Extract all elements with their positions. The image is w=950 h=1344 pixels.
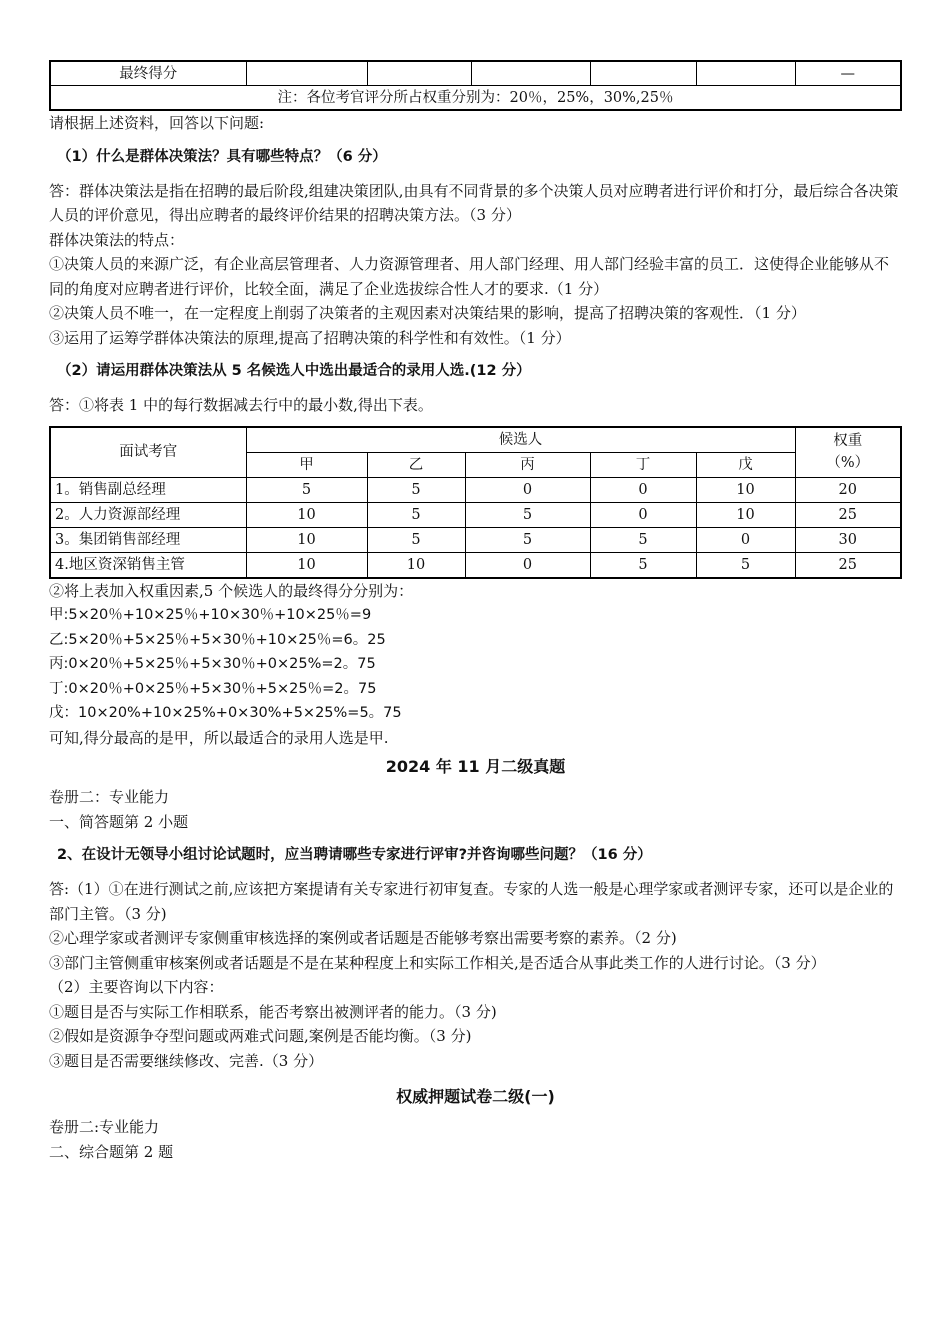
weight-header-label: 权重	[833, 433, 863, 449]
table-row	[50, 502, 901, 527]
table-cell	[590, 61, 696, 86]
feature-2: ②决策人员不唯一，在一定程度上削弱了决策者的主观因素对决策结果的影响，提高了招聘决策的客观性．（1 分）	[49, 304, 806, 322]
section-heading-mock: 权威押题试卷二级(一)	[396, 1087, 555, 1106]
final-score-row	[50, 61, 901, 86]
table-row	[50, 477, 901, 502]
question-1-answer: 答：群体决策法是指在招聘的最后阶段,组建决策团队,由具有不同背景的多个决策人员对应聘者进行评价和打分，最后综合各决策人员的评价意见，得出应聘者的最终评价结果的招聘决策方法。（3 分）	[49, 181, 899, 224]
header-row	[50, 427, 901, 453]
note-row	[50, 86, 901, 111]
candidate-name: 乙	[367, 452, 465, 477]
section-volume: 卷册二:专业能力	[49, 1118, 160, 1136]
score-cell: 10	[246, 552, 367, 578]
score-cell: 0	[590, 502, 696, 527]
candidate-name: 戊	[696, 452, 795, 477]
table-row	[50, 552, 901, 578]
score-cell: 10	[246, 502, 367, 527]
score-cell: 5	[246, 477, 367, 502]
answer-line: ①题目是否与实际工作相联系，能否考察出被测评者的能力。（3 分)	[49, 1002, 497, 1021]
answer-line: ②假如是资源争夺型问题或两难式问题,案例是否能均衡。（3 分)	[49, 1027, 472, 1045]
feature-3: ③运用了运筹学群体决策法的原理,提高了招聘决策的科学性和有效性。（1 分）	[49, 328, 571, 347]
intro-text: 请根据上述资料，回答以下问题:	[49, 114, 265, 132]
examiner-name: 4.地区资深销售主管	[50, 552, 246, 578]
table-row	[50, 527, 901, 552]
candidate-name: 丙	[465, 452, 590, 477]
weight-note: 注：各位考官评分所占权重分别为：20％，25%，30%,25％	[50, 86, 901, 111]
examiner-name: 2。人力资源部经理	[50, 502, 246, 527]
conclusion: 可知,得分最高的是甲，所以最适合的录用人选是甲.	[49, 728, 389, 747]
question-2-heading: 2、在设计无领导小组讨论试题时，应当聘请哪些专家进行评审?并咨询哪些问题？（16 分）	[57, 847, 652, 863]
score-summary-table	[49, 60, 902, 111]
table-cell	[696, 61, 795, 86]
score-cell: 5	[367, 527, 465, 552]
question-2-title: （2）请运用群体决策法从 5 名候选人中选出最适合的录用人选.(12 分）	[57, 363, 531, 379]
section-part: 一、简答题第 2 小题	[49, 812, 189, 831]
weighting-intro: ②将上表加入权重因素,5 个候选人的最终得分分别为：	[49, 581, 414, 600]
question-2-answer: 答：①将表 1 中的每行数据减去行中的最小数,得出下表。	[49, 396, 433, 414]
calc-line-5: 戊：10×20%+10×25%+0×30%+5×25%=5。75	[49, 705, 402, 721]
score-cell: 5	[465, 502, 590, 527]
calc-line-4: 丁:0×20％+0×25％+5×30％+5×25％=2。75	[49, 680, 377, 697]
examiner-header: 面试考官	[50, 427, 246, 478]
score-cell: 10	[696, 477, 795, 502]
score-cell: 5	[465, 527, 590, 552]
score-cell: 0	[465, 477, 590, 502]
score-cell: 10	[246, 527, 367, 552]
table-cell	[471, 61, 590, 86]
calc-line-1: 甲:5×20％+10×25％+10×30％+10×25％=9	[49, 607, 372, 623]
adjusted-score-table	[49, 426, 902, 579]
table-cell	[246, 61, 367, 86]
answer-line: ③部门主管侧重审核案例或者话题是不是在某种程度上和实际工作相关,是否适合从事此类工作的人进行讨论。（3 分）	[49, 953, 826, 972]
calc-line-2: 乙:5×20％+5×25％+5×30％+10×25％=6。25	[49, 631, 386, 648]
weight-cell: 25	[795, 552, 901, 578]
weight-cell: 25	[795, 502, 901, 527]
document-page	[49, 60, 902, 1164]
weight-cell: 30	[795, 527, 901, 552]
final-score-dash: —	[795, 61, 901, 86]
table-cell	[367, 61, 471, 86]
calc-line-3: 丙:0×20％+5×25％+5×30％+0×25%=2。75	[49, 656, 376, 672]
candidate-name: 甲	[246, 452, 367, 477]
candidate-header: 候选人	[246, 427, 795, 453]
score-cell: 10	[696, 502, 795, 527]
examiner-name: 1。销售副总经理	[50, 477, 246, 502]
weight-header-unit: （%）	[826, 455, 870, 471]
score-cell: 5	[590, 527, 696, 552]
score-cell: 10	[367, 552, 465, 578]
score-cell: 5	[696, 552, 795, 578]
features-title: 群体决策法的特点：	[49, 230, 185, 249]
score-cell: 5	[590, 552, 696, 578]
feature-1: ①决策人员的来源广泛，有企业高层管理者、人力资源管理者、用人部门经理、用人部门经验丰富的员工．这使得企业能够从不同的角度对应聘者进行评价，比较全面，满足了企业选拔综合性人才的要求.（1 分）	[49, 255, 890, 298]
examiner-name: 3。集团销售部经理	[50, 527, 246, 552]
answer-line: ③题目是否需要继续修改、完善.（3 分）	[49, 1051, 324, 1070]
section-volume: 卷册二：专业能力	[49, 788, 170, 806]
answer-line: ②心理学家或者测评专家侧重审核选择的案例或者话题是否能够考察出需要考察的素养。（2 分)	[49, 929, 677, 947]
score-cell: 0	[696, 527, 795, 552]
answer-line: （2）主要咨询以下内容：	[49, 978, 224, 996]
answer-line: 答:（1）①在进行测试之前,应该把方案提请有关专家进行初审复查。专家的人选一般是心理学家或者测评专家，还可以是企业的部门主管。（3 分)	[49, 880, 894, 923]
candidate-name: 丁	[590, 452, 696, 477]
final-score-label: 最终得分	[50, 61, 246, 86]
question-1-title: （1）什么是群体决策法？具有哪些特点？（6 分）	[57, 148, 387, 165]
section-part: 二、综合题第 2 题	[49, 1142, 174, 1161]
score-cell: 0	[465, 552, 590, 578]
score-cell: 5	[367, 477, 465, 502]
weight-cell: 20	[795, 477, 901, 502]
section-heading-2024: 2024 年 11 月二级真题	[385, 757, 566, 776]
score-cell: 5	[367, 502, 465, 527]
score-cell: 0	[590, 477, 696, 502]
weight-header	[795, 427, 901, 478]
